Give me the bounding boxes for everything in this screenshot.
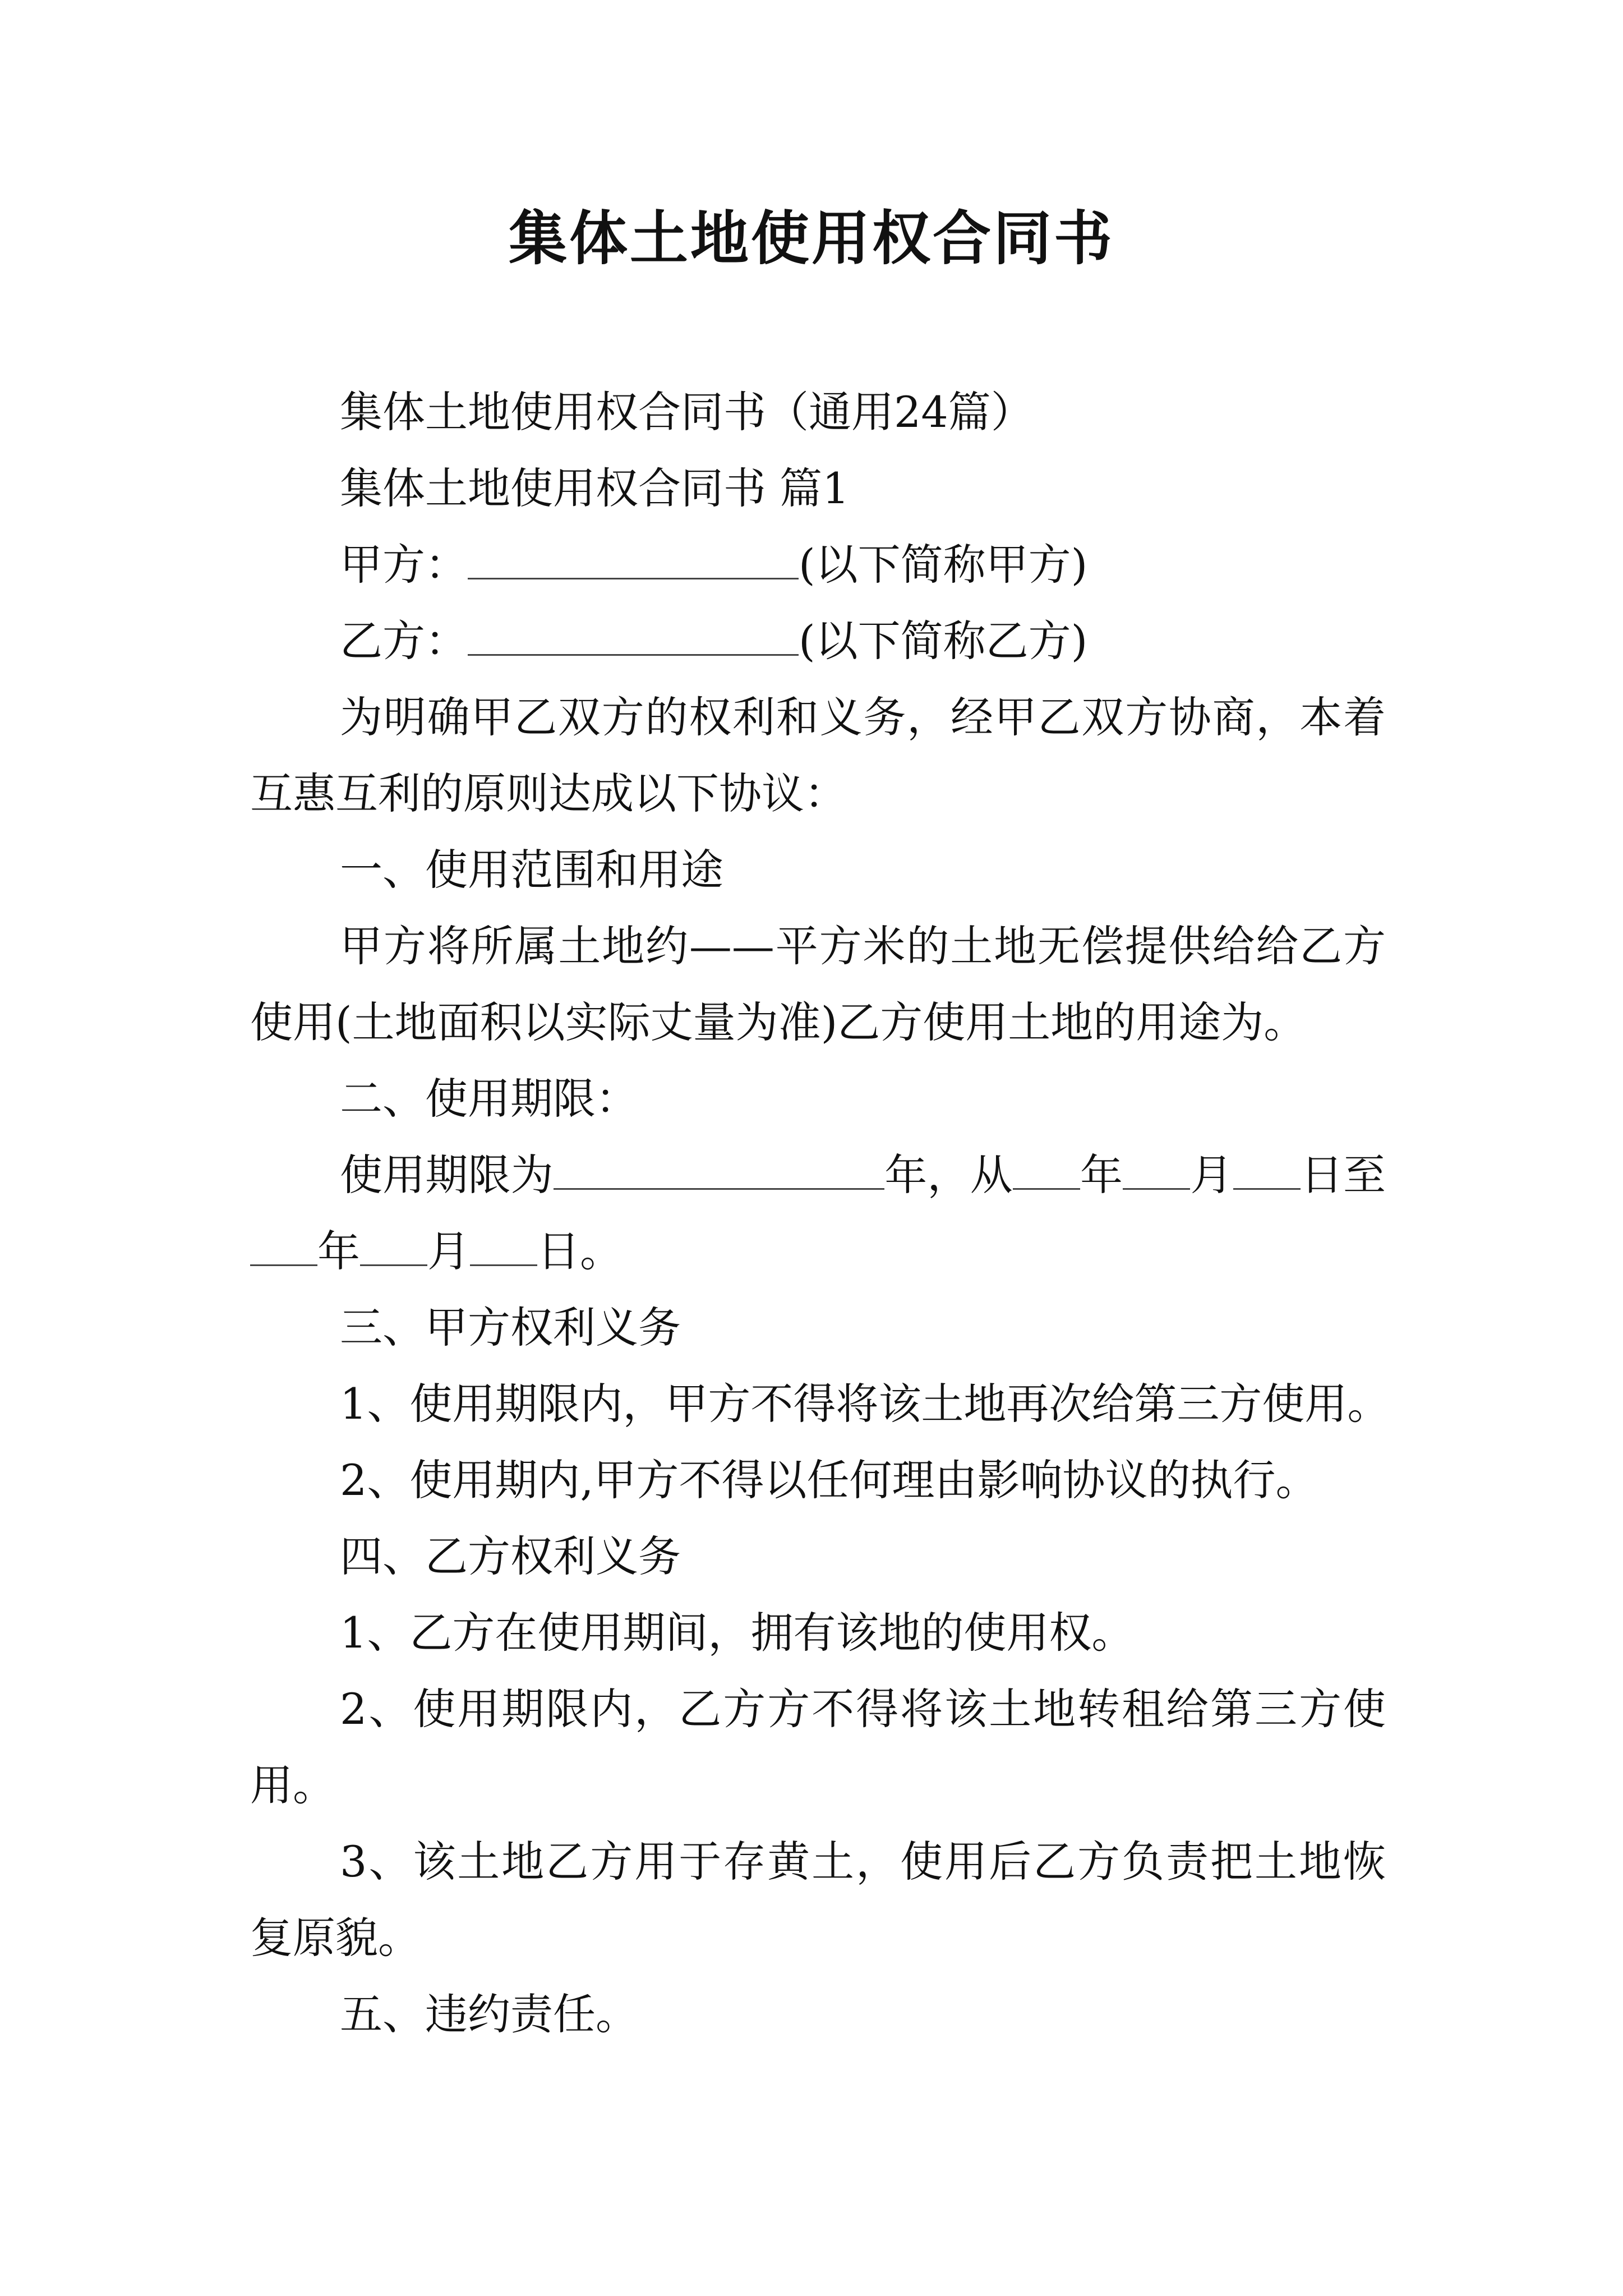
- start-day-blank: [1233, 1148, 1301, 1190]
- term-label: 使用期限为: [340, 1150, 554, 1200]
- end-year-unit: 年: [317, 1226, 360, 1276]
- clause-4-item-1: 1、乙方在使用期间，拥有该地的使用权。: [340, 1608, 1135, 1658]
- clause-3-heading: 三、甲方权利义务: [340, 1303, 681, 1352]
- clause-1-heading: 一、使用范围和用途: [340, 845, 723, 895]
- end-month-blank: [360, 1224, 427, 1266]
- clause-4-heading: 四、乙方权利义务: [340, 1531, 681, 1581]
- party-b-blank: [468, 614, 799, 656]
- start-year-blank: [1013, 1148, 1080, 1190]
- document-body: [250, 374, 1390, 2053]
- clause-2-heading: 二、使用期限：: [340, 1074, 638, 1124]
- end-year-blank: [250, 1224, 317, 1266]
- start-month-blank: [1123, 1148, 1190, 1190]
- document-title: 集体土地使用权合同书: [508, 204, 1114, 273]
- clause-3-item-1: 1、使用期限内，甲方不得将该土地再次给第三方使用。: [340, 1379, 1390, 1429]
- party-b-note: (以下简称乙方): [799, 616, 1088, 666]
- clause-4-item-3: 3、该土地乙方用于存黄土，使用后乙方负责把土地恢复原貌。: [250, 1837, 1386, 1963]
- party-a-line: [250, 527, 1386, 603]
- intro-paragraph: 为明确甲乙双方的权利和义务，经甲乙双方协商，本着互惠互利的原则达成以下协议：: [250, 692, 1386, 818]
- party-b-line: [250, 603, 1386, 679]
- start-year-unit: 年: [1080, 1150, 1123, 1200]
- end-day-blank: [470, 1224, 537, 1266]
- start-month-unit: 月: [1190, 1150, 1233, 1200]
- start-day-to: 日至: [1300, 1150, 1386, 1200]
- party-b-label: 乙方：: [340, 616, 468, 666]
- clause-3-item-2: 2、使用期内,甲方不得以任何理由影响协议的执行。: [340, 1455, 1318, 1505]
- term-paragraph: [250, 1137, 1386, 1290]
- party-a-label: 甲方：: [340, 540, 468, 590]
- party-a-note: (以下简称甲方): [799, 540, 1088, 590]
- end-month-unit: 月: [427, 1226, 470, 1276]
- clause-1-text: 甲方将所属土地约——平方米的土地无偿提供给给乙方使用(土地面积以实际丈量为准)乙方使用土地的用途为。: [250, 921, 1386, 1047]
- term-year-from: 年，从: [884, 1150, 1013, 1200]
- clause-4-item-2: 2、使用期限内，乙方方不得将该土地转租给第三方使用。: [250, 1684, 1386, 1810]
- section-heading-part-1: 集体土地使用权合同书 篇1: [340, 463, 850, 513]
- term-blank: [554, 1148, 884, 1190]
- party-a-blank: [468, 537, 799, 579]
- clause-5-heading: 五、违约责任。: [340, 1989, 638, 2039]
- subtitle-line: 集体土地使用权合同书（通用24篇）: [340, 387, 1034, 437]
- end-day-unit: 日。: [537, 1226, 623, 1276]
